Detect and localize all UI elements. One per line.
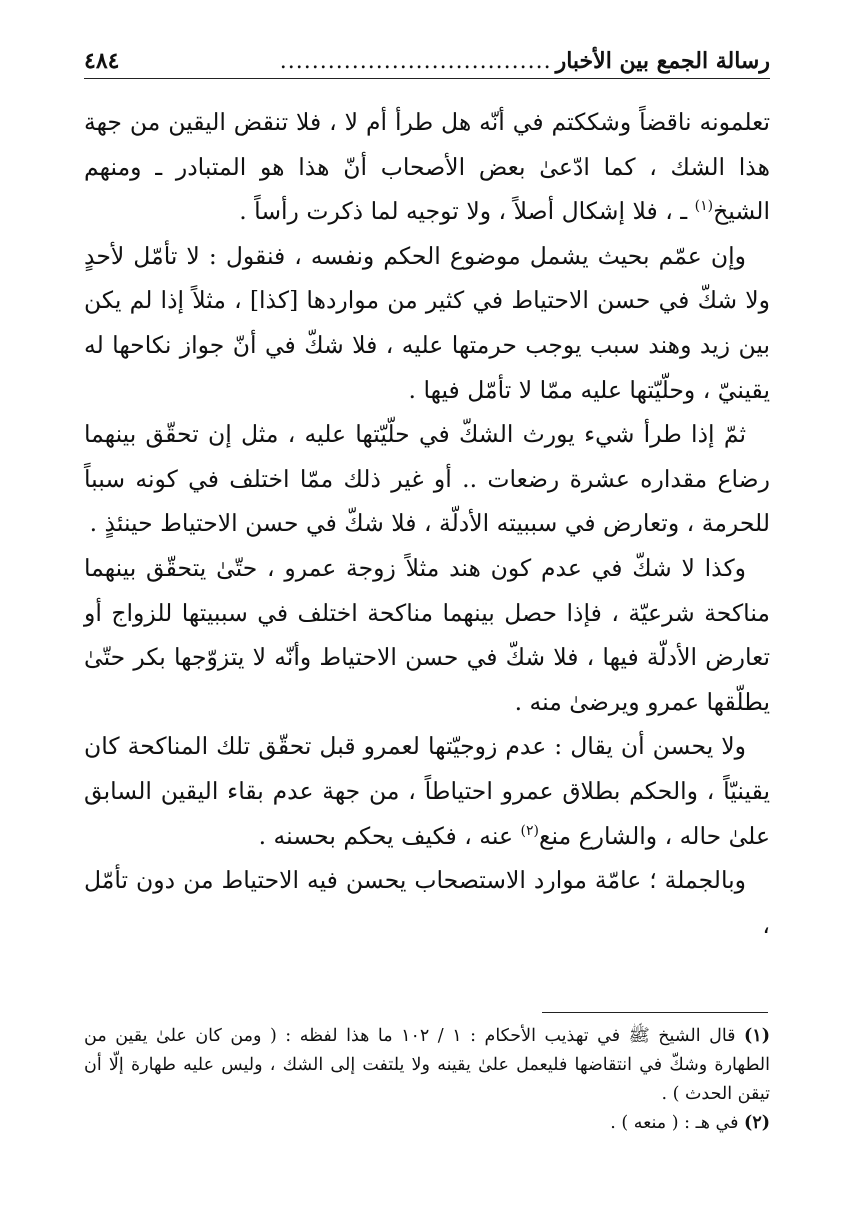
paragraph-5-text-b: عنه ، فكيف يحكم بحسنه . <box>258 821 521 850</box>
footnote-1 <box>84 1022 770 1109</box>
paragraph-5 <box>84 724 770 858</box>
main-text <box>84 100 770 947</box>
running-header <box>84 34 770 74</box>
footnote-2-number: (٢) <box>744 1113 770 1133</box>
footnote-2 <box>84 1109 770 1138</box>
footnote-ref-1: (١) <box>694 198 714 215</box>
running-title: رسالة الجمع بين الأخبار <box>555 48 770 74</box>
footnote-2-text: في هـ : ( منعه ) . <box>610 1113 745 1133</box>
page-number: ٤٨٤ <box>84 48 120 74</box>
paragraph-1-text-a: تعلمونه ناقضاً وشككتم في أنّه هل طرأ أم لا ، فلا تنقض اليقين من جهة هذا الشك ، كما ادّعىٰ بعض الأصحاب أنّ هذا هو المتبادر ـ ومنهم الشيخ <box>84 108 770 226</box>
footnote-1-number: (١) <box>744 1026 770 1046</box>
paragraph-1-text-b: ـ ، فلا إشكال أصلاً ، ولا توجيه لما ذكرت رأساً . <box>239 197 695 226</box>
header-divider <box>84 78 770 79</box>
footnotes <box>84 1022 770 1138</box>
paragraph-2: وإن عمّم بحيث يشمل موضوع الحكم ونفسه ، فنقول : لا تأمّل لأحدٍ ولا شكّ في حسن الاحتياط في كثير من مواردها [كذا] ، مثلاً إذا لم يكن بين زيد وهند سبب يوجب حرمتها عليه ، فلا شكّ في أنّ جواز نكاحها له يقينيّ ، وحلّيّتها عليه ممّا لا تأمّل فيها . <box>84 241 770 404</box>
header-leader-dots: .................................. <box>279 49 552 74</box>
paragraph-1 <box>84 100 770 234</box>
footnote-ref-2: (٢) <box>520 822 539 839</box>
paragraph-4: وكذا لا شكّ في عدم كون هند مثلاً زوجة عمرو ، حتّىٰ يتحقّق بينهما مناكحة شرعيّة ، فإذا حصل بينهما مناكحة اختلف في سببيتها للزواج أو تعارض الأدلّة فيها ، فلا شكّ في حسن الاحتياط وأنّه لا يتزوّجها بكر حتّىٰ يطلّقها عمرو ويرضىٰ منه . <box>84 553 770 716</box>
paragraph-6: وبالجملة ؛ عامّة موارد الاستصحاب يحسن فيه الاحتياط من دون تأمّل ، <box>84 866 770 939</box>
footnote-1-text: قال الشيخ ﷺ في تهذيب الأحكام : ١ / ١٠٢ ما هذا لفظه : ( ومن كان علىٰ يقين من الطهارة وشكّ في انتقاضها فليعمل علىٰ يقينه ولا يلتفت إلى الشك ، وليس عليه طهارة إلّا أن تيقن الحدث ) . <box>84 1026 770 1104</box>
paragraph-3: ثمّ إذا طرأ شيء يورث الشكّ في حلّيّتها عليه ، مثل إن تحقّق بينهما رضاع مقداره عشرة رضعات .. أو غير ذلك ممّا اختلف في كونه سبباً للحرمة ، وتعارض في سببيته الأدلّة ، فلا شكّ في حسن الاحتياط حينئذٍ . <box>84 420 770 538</box>
footnote-divider <box>542 1012 768 1013</box>
paragraph-5-text-a: ولا يحسن أن يقال : عدم زوجيّتها لعمرو قبل تحقّق تلك المناكحة كان يقينيّاً ، والحكم بطلاق عمرو احتياطاً ، من جهة عدم بقاء اليقين السابق علىٰ حاله ، والشارع منع <box>84 732 770 850</box>
